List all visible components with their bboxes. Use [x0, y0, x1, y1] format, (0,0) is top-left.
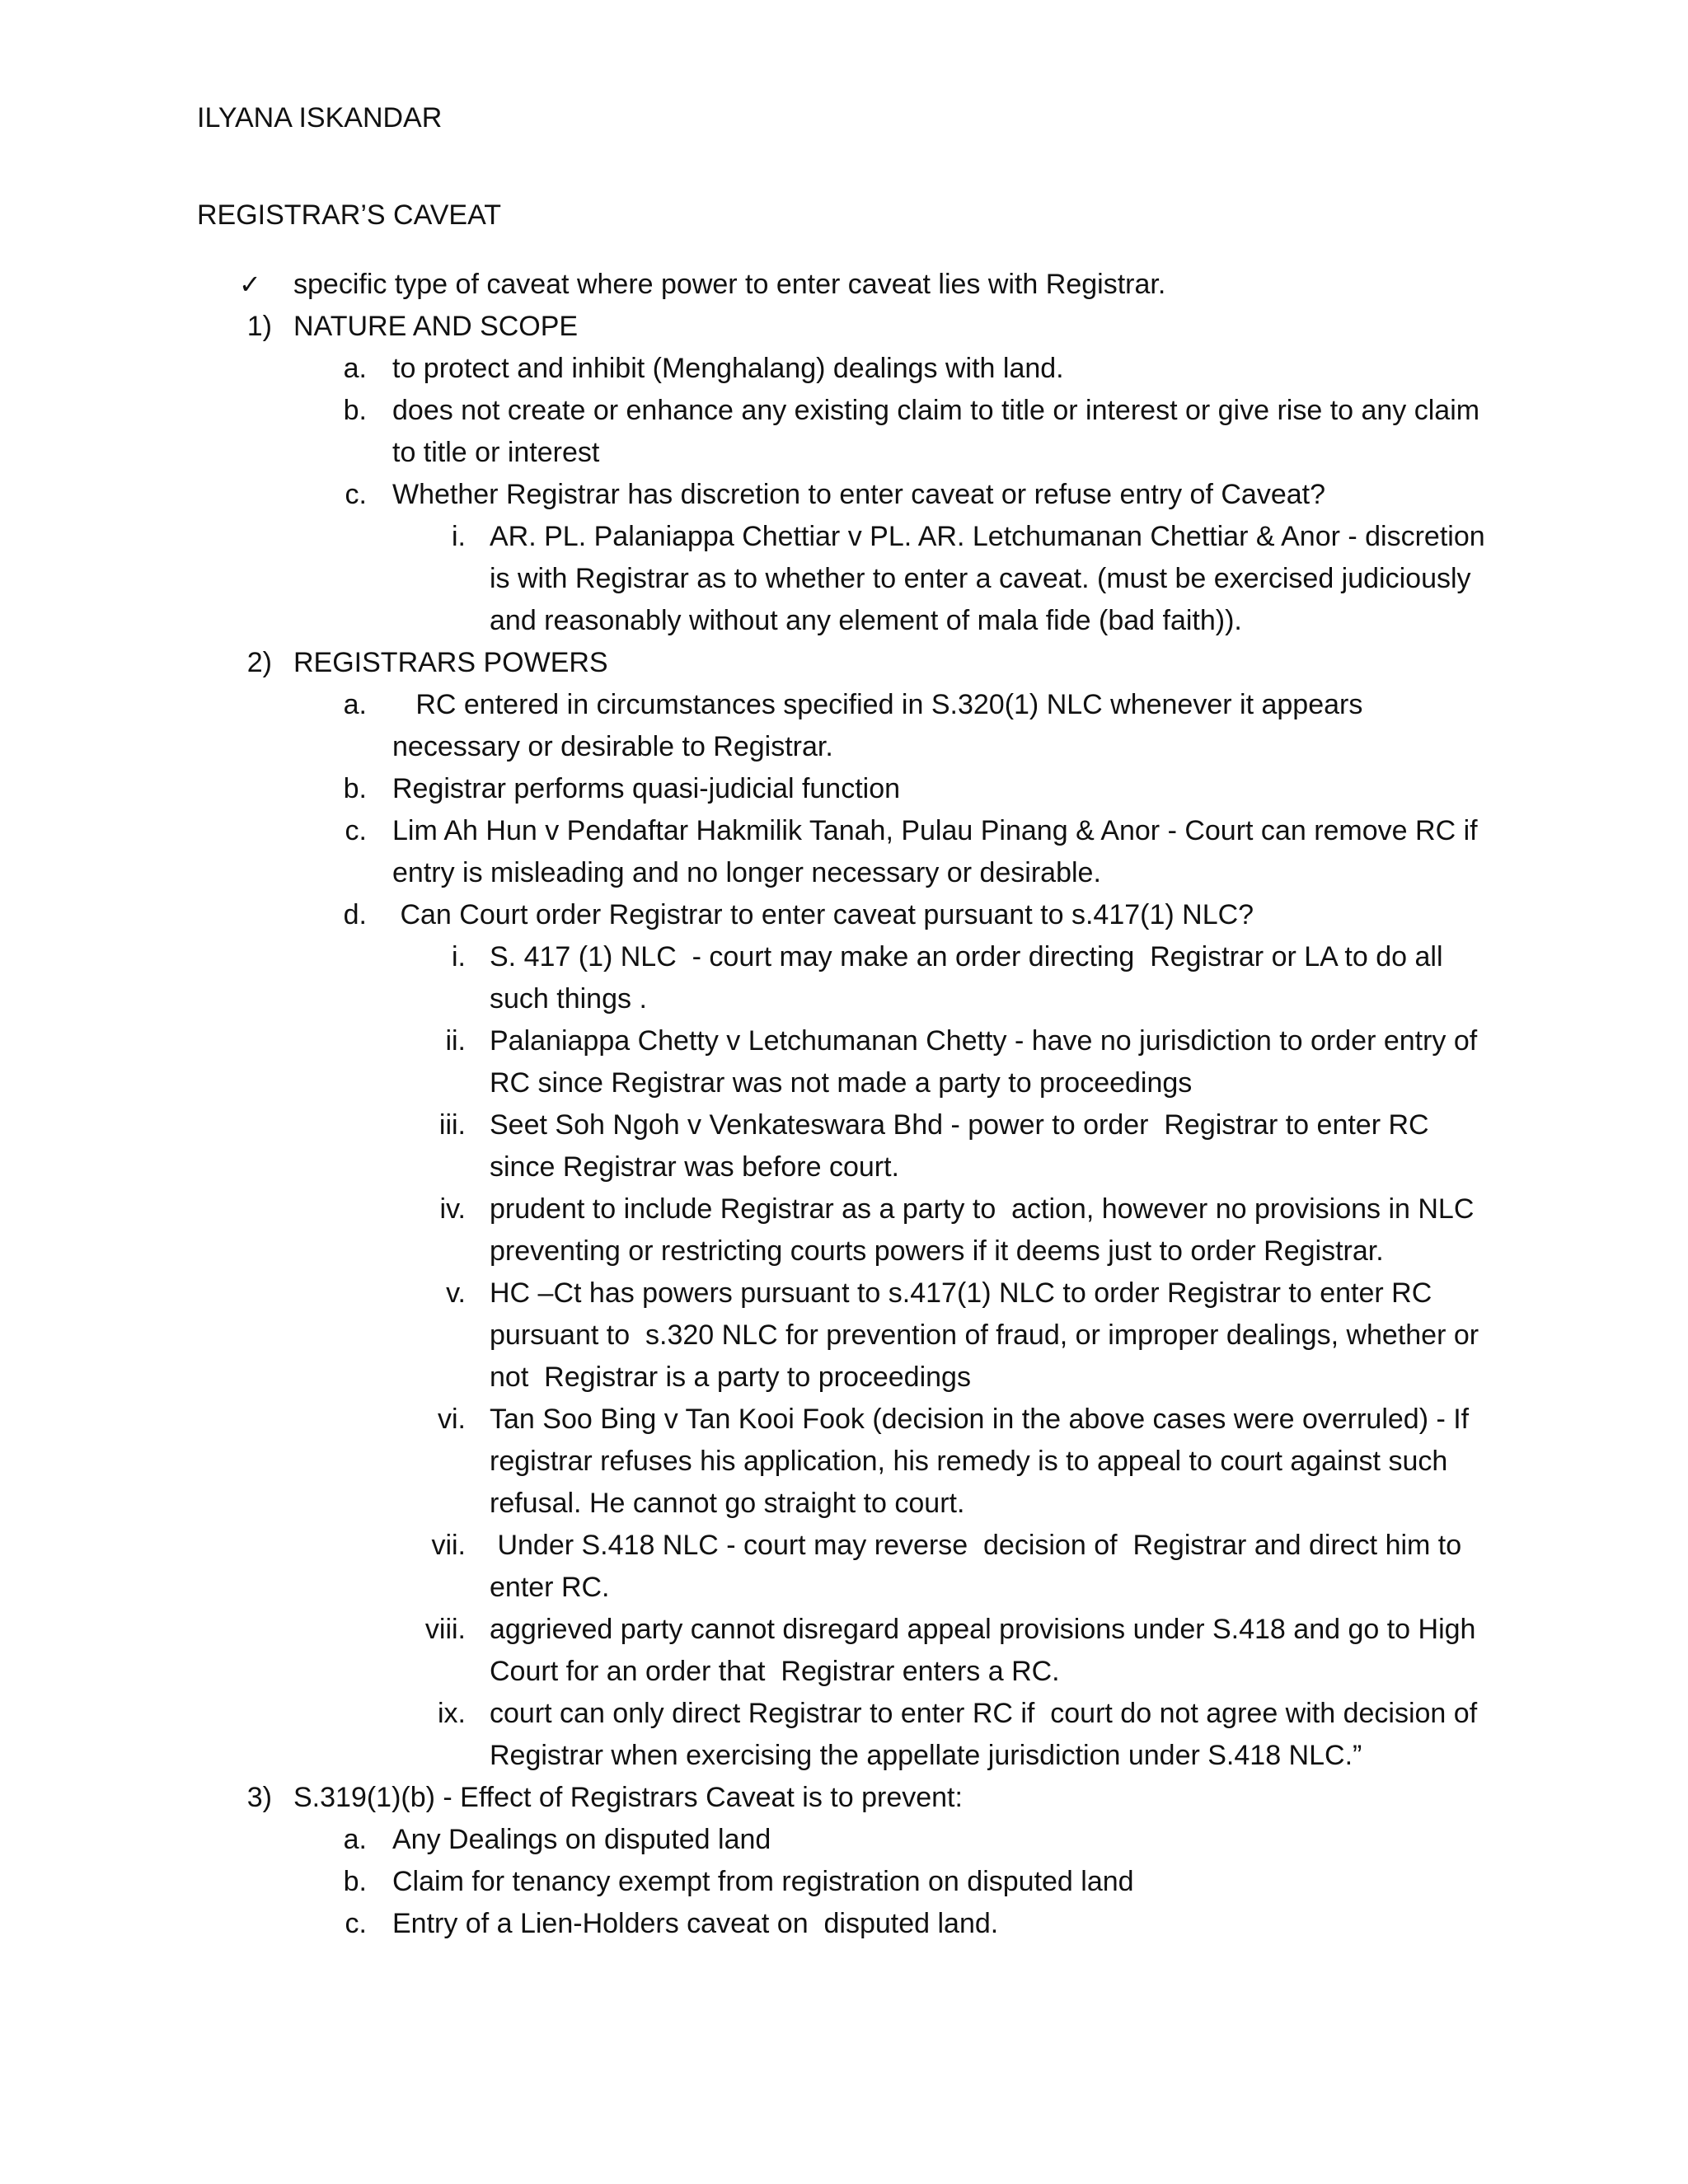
list-item-marker: a.	[343, 689, 367, 720]
sub-list-item-text: HC –Ct has powers pursuant to s.417(1) NLC to order Registrar to enter RC pursuant to s.320 NLC for prevention of fraud, or improper dealings, whether or not Registrar is a party to proceedings	[490, 1277, 1487, 1393]
section-heading	[0, 642, 1688, 684]
sub-list-item-text: aggrieved party cannot disregard appeal provisions under S.418 and go to High Court for an order that Registrar enters a RC.	[490, 1614, 1484, 1687]
list-item-text: Entry of a Lien-Holders caveat on disputed land.	[392, 1908, 999, 1939]
sub-list-item	[0, 1188, 1688, 1272]
author-name: ILYANA ISKANDAR	[197, 102, 443, 134]
section-heading	[0, 306, 1688, 348]
list-item-marker: a.	[343, 1824, 367, 1855]
sub-list-item-marker: i.	[452, 941, 466, 972]
sub-list-item	[0, 1104, 1688, 1188]
list-item	[0, 1861, 1688, 1903]
section-heading-marker: 3)	[246, 1782, 272, 1813]
sub-list-item-marker: vi.	[438, 1404, 466, 1435]
list-item	[0, 684, 1688, 768]
list-item-marker: a.	[343, 353, 367, 384]
sub-list-item-text: prudent to include Registrar as a party to action, however no provisions in NLC preventing or restricting courts powers if it deems just to order Registrar.	[490, 1193, 1482, 1267]
sub-list-item-text: Palaniappa Chetty v Letchumanan Chetty - have no jurisdiction to order entry of RC since Registrar was not made a party to proceedings	[490, 1025, 1485, 1099]
sub-list-item-marker: viii.	[424, 1614, 466, 1645]
sub-list-item	[0, 1525, 1688, 1609]
section-heading-marker: 2)	[246, 647, 272, 678]
checkmark-icon: ✓	[239, 269, 261, 300]
list-item-text: RC entered in circumstances specified in S.320(1) NLC whenever it appears necessary or desirable to Registrar.	[392, 689, 1371, 762]
list-item	[0, 390, 1688, 474]
list-item	[0, 474, 1688, 516]
sub-list-item	[0, 1693, 1688, 1777]
list-item-marker: b.	[343, 395, 367, 426]
list-item-text: to protect and inhibit (Menghalang) dealings with land.	[392, 353, 1064, 384]
list-item-marker: d.	[343, 899, 367, 930]
sub-list-item	[0, 1020, 1688, 1104]
list-item-marker: b.	[343, 1866, 367, 1897]
list-item-text: Registrar performs quasi-judicial function	[392, 773, 901, 804]
document-title: REGISTRAR’S CAVEAT	[197, 199, 502, 231]
section-heading-text: S.319(1)(b) - Effect of Registrars Caveat is to prevent:	[293, 1782, 963, 1813]
sub-list-item-marker: iii.	[438, 1109, 466, 1141]
list-item-marker: c.	[345, 479, 367, 510]
sub-list-item-text: Tan Soo Bing v Tan Kooi Fook (decision in the above cases were overruled) - If registrar refuses his application, his remedy is to appeal to court against such refusal. He cannot go straight to court.	[490, 1404, 1477, 1519]
sub-list-item-marker: iv.	[439, 1193, 466, 1225]
list-item-text: does not create or enhance any existing claim to title or interest or give rise to any claim to title or interest	[392, 395, 1488, 468]
list-item	[0, 1819, 1688, 1861]
sub-list-item-marker: ii.	[445, 1025, 466, 1057]
list-item	[0, 1903, 1688, 1945]
list-item-marker: b.	[343, 773, 367, 804]
sub-list-item	[0, 936, 1688, 1020]
sub-list-item	[0, 516, 1688, 642]
sub-list-item-marker: vii.	[431, 1530, 466, 1561]
sub-list-item-marker: v.	[446, 1277, 466, 1309]
list-item-marker: c.	[345, 815, 367, 846]
list-item	[0, 810, 1688, 894]
sub-list-item-text: Seet Soh Ngoh v Venkateswara Bhd - power to order Registrar to enter RC since Registrar was before court.	[490, 1109, 1437, 1183]
list-item-text: Can Court order Registrar to enter caveat pursuant to s.417(1) NLC?	[392, 899, 1254, 930]
list-item-text: Any Dealings on disputed land	[392, 1824, 771, 1855]
list-item-text: Whether Registrar has discretion to enter caveat or refuse entry of Caveat?	[392, 479, 1325, 510]
list-item	[0, 348, 1688, 390]
section-heading-text: NATURE AND SCOPE	[293, 311, 579, 342]
sub-list-item	[0, 1272, 1688, 1399]
section-heading-marker: 1)	[246, 311, 272, 342]
intro-item	[0, 264, 1688, 306]
section-heading	[0, 1777, 1688, 1819]
sub-list-item	[0, 1609, 1688, 1693]
list-item	[0, 768, 1688, 810]
sub-list-item-marker: i.	[452, 521, 466, 552]
list-item-text: Claim for tenancy exempt from registration on disputed land	[392, 1866, 1134, 1897]
list-item-marker: c.	[345, 1908, 367, 1939]
sub-list-item	[0, 1399, 1688, 1525]
sub-list-item-text: Under S.418 NLC - court may reverse decision of Registrar and direct him to enter RC.	[490, 1530, 1470, 1603]
sub-list-item-text: AR. PL. Palaniappa Chettiar v PL. AR. Letchumanan Chettiar & Anor - discretion is with Registrar as to whether to enter a caveat. (must be exercised judiciously and reasonably without any element of mala fide (bad faith)).	[490, 521, 1493, 636]
section-heading-text: REGISTRARS POWERS	[293, 647, 608, 678]
sub-list-item-text: court can only direct Registrar to enter RC if court do not agree with decision of Registrar when exercising the appellate jurisdiction under S.418 NLC.”	[490, 1698, 1485, 1771]
list-item	[0, 894, 1688, 936]
sub-list-item-marker: ix.	[438, 1698, 466, 1729]
sub-list-item-text: S. 417 (1) NLC - court may make an order directing Registrar or LA to do all such things .	[490, 941, 1451, 1015]
intro-text: specific type of caveat where power to enter caveat lies with Registrar.	[293, 269, 1166, 300]
document-body	[0, 264, 1688, 1945]
list-item-text: Lim Ah Hun v Pendaftar Hakmilik Tanah, Pulau Pinang & Anor - Court can remove RC if entry is misleading and no longer necessary or desirable.	[392, 815, 1486, 888]
